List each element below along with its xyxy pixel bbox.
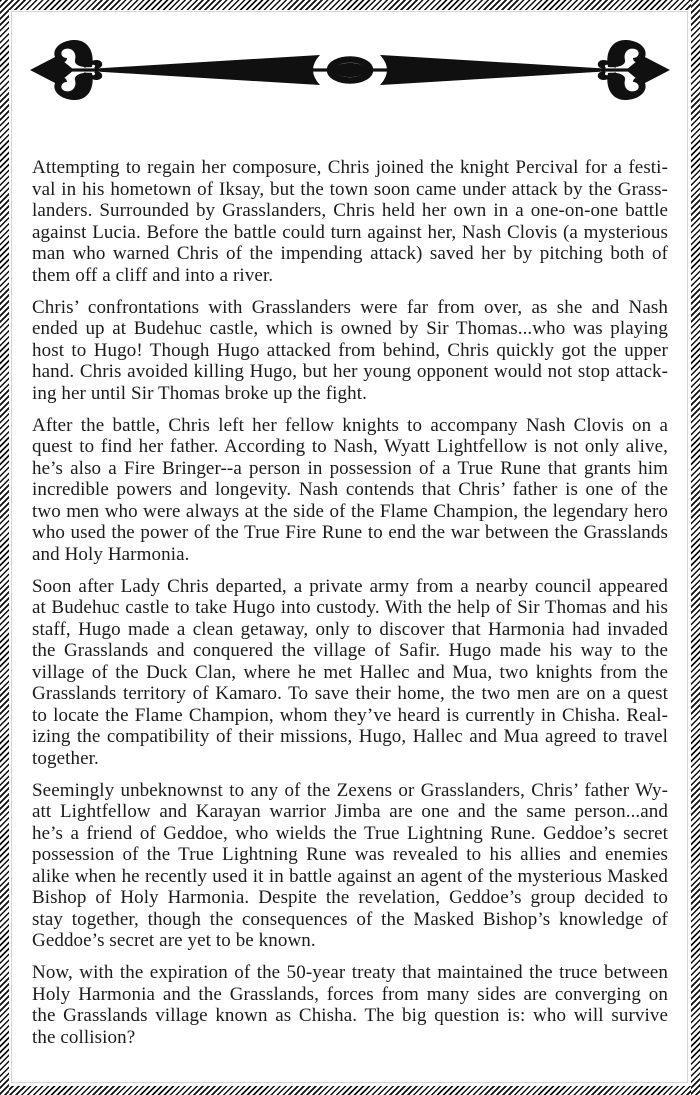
text-line: man who warned Chris of the impending attack) saved her by pitching both of — [32, 243, 668, 264]
text-line: village of the Duck Clan, where he met Hallec and Mua, two knights from the — [32, 661, 668, 683]
text-line: against Lucia. Before the battle could turn against her, Nash Clovis (a mysterious — [32, 221, 668, 243]
text-line: hand. Chris avoided killing Hugo, but her young opponent would not stop attack- — [32, 361, 668, 382]
paragraph — [32, 297, 668, 405]
page-text — [32, 157, 668, 1059]
paragraph — [32, 576, 668, 770]
text-line: After the battle, Chris left her fellow knights to accompany Nash Clovis on a — [32, 414, 668, 436]
text-line: and Holy Harmonia. — [32, 543, 190, 565]
text-line: he’s also a Fire Bringer--a person in possession of a True Rune that grants him — [32, 457, 668, 479]
text-line: ended up at Budehuc castle, which is owned by Sir Thomas...who was playing — [32, 318, 668, 339]
text-line: ing her until Sir Thomas broke up the fight. — [32, 382, 367, 404]
text-line: them off a cliff and into a river. — [32, 264, 274, 286]
text-line: host to Hugo! Though Hugo attacked from behind, Chris quickly got the upper — [32, 339, 668, 361]
text-line: att Lightfellow and Karayan warrior Jimba are one and the same person...and — [32, 801, 668, 822]
text-line: Seemingly unbeknownst to any of the Zexens or Grasslanders, Chris’ father Wy- — [32, 779, 668, 801]
text-line: val in his hometown of Iksay, but the town soon came under attack by the Grass- — [32, 178, 668, 200]
hatched-border-left — [0, 0, 9, 1095]
text-line: Soon after Lady Chris departed, a private army from a nearby council appeared — [32, 575, 668, 597]
text-line: alike when he recently used it in battle against an agent of the mysterious Masked — [32, 865, 668, 887]
hatched-border-bottom — [0, 1086, 700, 1095]
paragraph — [32, 415, 668, 566]
text-line: Holy Harmonia and the Grasslands, forces from many sides are converging on — [32, 983, 668, 1005]
tapered-rule-left — [100, 55, 320, 85]
text-line: at Budehuc castle to take Hugo into custody. With the help of Sir Thomas and his — [32, 597, 668, 618]
tapered-rule-right — [380, 55, 600, 85]
text-line: the Grasslands village known as Chisha. The big question is: who will survive — [32, 1005, 668, 1026]
paragraph — [32, 157, 668, 286]
text-line: Bishop of Holy Harmonia. Despite the revelation, Geddoe’s group decided to — [32, 887, 668, 908]
text-line: izing the compatibility of their missions, Hugo, Hallec and Mua agreed to travel — [32, 726, 668, 747]
text-line: possession of the True Lightning Rune was revealed to his allies and enemies — [32, 844, 668, 865]
text-line: staff, Hugo made a clean getaway, only to discover that Harmonia had invaded — [32, 618, 668, 640]
text-line: who used the power of the True Fire Rune to end the war between the Grasslands — [32, 522, 668, 543]
text-line: Attempting to regain her composure, Chris joined the knight Percival for a festi- — [32, 157, 668, 178]
paragraph — [32, 962, 668, 1048]
text-line: he’s a friend of Geddoe, who wields the True Lightning Rune. Geddoe’s secret — [32, 822, 668, 844]
hatched-border-right — [691, 0, 700, 1095]
text-line: incredible powers and longevity. Nash contends that Chris’ father is one of the — [32, 479, 668, 500]
text-line: two men who were always at the side of the Flame Champion, the legendary hero — [32, 500, 668, 522]
text-line: landers. Surrounded by Grasslanders, Chris held her own in a one-on-one battle — [32, 200, 668, 221]
text-line: Chris’ confrontations with Grasslanders were far from over, as she and Nash — [32, 296, 668, 318]
text-line: Geddoe’s secret are yet to be known. — [32, 930, 316, 951]
text-line: to locate the Flame Champion, whom they’ve heard is currently in Chisha. Real- — [32, 704, 668, 726]
text-line: quest to find her father. According to Nash, Wyatt Lightfellow is not only alive, — [32, 436, 668, 457]
text-line: the Grasslands and conquered the village of Safir. Hugo made his way to the — [32, 640, 668, 661]
divider-ornament — [30, 28, 670, 112]
text-line: together. — [32, 747, 99, 769]
hatched-border-top — [0, 0, 700, 10]
text-line: Now, with the expiration of the 50-year treaty that maintained the truce between — [32, 962, 668, 983]
text-line: stay together, though the consequences of the Masked Bishop’s knowledge of — [32, 908, 668, 930]
text-line: Grasslands territory of Kamaro. To save their home, the two men are on a quest — [32, 683, 668, 704]
text-line: the collision? — [32, 1026, 136, 1048]
paragraph — [32, 780, 668, 952]
